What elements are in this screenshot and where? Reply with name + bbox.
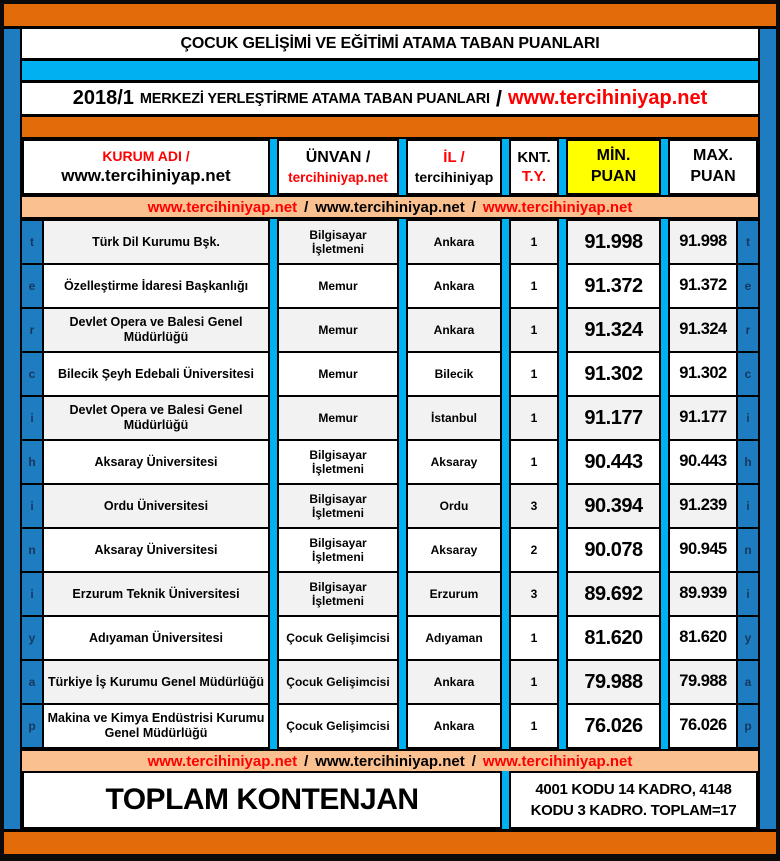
side-letter-left: y (22, 615, 42, 661)
cell-max-puan: 91.372 (668, 263, 738, 309)
side-letter-right: n (738, 527, 758, 573)
column-divider (399, 483, 406, 529)
cyan-divider-band (22, 61, 758, 83)
column-divider (559, 395, 566, 441)
side-letter-left: h (22, 439, 42, 485)
column-divider (399, 527, 406, 573)
column-divider (270, 527, 277, 573)
cell-knt: 1 (509, 307, 559, 353)
column-divider (270, 219, 277, 265)
cell-il: Ankara (406, 659, 502, 705)
table-row (22, 395, 758, 441)
cell-il: Bilecik (406, 351, 502, 397)
cell-unvan: Memur (277, 351, 399, 397)
cell-min-puan: 91.372 (566, 263, 661, 309)
column-divider (661, 351, 668, 397)
column-divider (399, 615, 406, 661)
column-divider (502, 263, 509, 309)
column-divider (661, 615, 668, 661)
cell-knt: 2 (509, 527, 559, 573)
total-detail-line1: 4001 KODU 14 KADRO, 4148 (535, 781, 732, 798)
page-title (22, 29, 758, 61)
cell-min-puan: 91.302 (566, 351, 661, 397)
cell-min-puan: 81.620 (566, 615, 661, 661)
header-kurum-line1: KURUM ADI / (102, 147, 190, 164)
side-letter-left: p (22, 703, 42, 749)
cell-kurum-adi: Makina ve Kimya Endüstrisi Kurumu Genel Müdürlüğü (42, 703, 270, 749)
column-divider (559, 307, 566, 353)
side-letter-left: e (22, 263, 42, 309)
cell-unvan: Bilgisayar İşletmeni (277, 571, 399, 617)
table-row (22, 615, 758, 661)
header-max-line2: PUAN (690, 168, 736, 185)
side-letter-left: t (22, 219, 42, 265)
top-orange-band (4, 4, 776, 29)
watermark-separator: / (304, 198, 309, 216)
header-kurum-adi (22, 139, 270, 195)
cell-kurum-adi: Bilecik Şeyh Edebali Üniversitesi (42, 351, 270, 397)
column-divider (661, 703, 668, 749)
side-letter-right: e (738, 263, 758, 309)
cell-kurum-adi: Erzurum Teknik Üniversitesi (42, 571, 270, 617)
column-divider (661, 439, 668, 485)
header-il-line2: tercihiniyap (414, 168, 494, 185)
column-divider (399, 571, 406, 617)
column-divider (270, 351, 277, 397)
table-row (22, 527, 758, 573)
total-kontenjan-detail (509, 771, 758, 829)
watermark-separator: / (471, 198, 476, 216)
cell-max-puan: 91.239 (668, 483, 738, 529)
header-knt-line1: KNT. (517, 148, 551, 166)
column-divider (661, 527, 668, 573)
cell-min-puan: 90.078 (566, 527, 661, 573)
subtitle-text: MERKEZİ YERLEŞTİRME ATAMA TABAN PUANLARI (139, 90, 490, 107)
left-blue-rail (4, 29, 20, 829)
bottom-orange-band (4, 829, 776, 854)
column-divider (270, 439, 277, 485)
column-divider (270, 307, 277, 353)
cell-il: Adıyaman (406, 615, 502, 661)
cell-unvan: Çocuk Gelişimcisi (277, 659, 399, 705)
totals-row (22, 771, 758, 829)
column-divider (502, 571, 509, 617)
cell-unvan: Çocuk Gelişimcisi (277, 703, 399, 749)
cell-unvan: Memur (277, 263, 399, 309)
watermark-row-top (22, 195, 758, 219)
cell-kurum-adi: Türk Dil Kurumu Bşk. (42, 219, 270, 265)
column-divider (661, 571, 668, 617)
cell-min-puan: 90.394 (566, 483, 661, 529)
watermark-separator: / (304, 752, 309, 770)
cell-knt: 1 (509, 439, 559, 485)
side-letter-right: i (738, 571, 758, 617)
table-row (22, 307, 758, 353)
watermark-url-black: www.tercihiniyap.net (315, 752, 465, 770)
column-divider (559, 439, 566, 485)
subtitle-year: 2018/1 (72, 87, 134, 109)
column-divider (559, 139, 566, 195)
column-divider (270, 395, 277, 441)
column-divider (502, 703, 509, 749)
cell-unvan: Çocuk Gelişimcisi (277, 615, 399, 661)
cell-kurum-adi: Özelleştirme İdaresi Başkanlığı (42, 263, 270, 309)
header-unvan (277, 139, 399, 195)
column-divider (661, 263, 668, 309)
cell-kurum-adi: Devlet Opera ve Balesi Genel Müdürlüğü (42, 395, 270, 441)
column-divider (502, 351, 509, 397)
header-il-line1: İL / (443, 149, 465, 167)
column-divider (661, 307, 668, 353)
orange-divider-band (22, 117, 758, 139)
cell-max-puan: 91.302 (668, 351, 738, 397)
table-row (22, 483, 758, 529)
column-divider (399, 307, 406, 353)
cell-il: Erzurum (406, 571, 502, 617)
column-divider (399, 659, 406, 705)
cell-min-puan: 91.998 (566, 219, 661, 265)
side-letter-right: t (738, 219, 758, 265)
cell-knt: 3 (509, 571, 559, 617)
column-divider (502, 307, 509, 353)
column-divider (399, 395, 406, 441)
side-letter-right: p (738, 703, 758, 749)
column-divider (502, 439, 509, 485)
cell-knt: 1 (509, 615, 559, 661)
cell-max-puan: 91.324 (668, 307, 738, 353)
cell-min-puan: 91.177 (566, 395, 661, 441)
cell-min-puan: 89.692 (566, 571, 661, 617)
side-letter-right: y (738, 615, 758, 661)
side-letter-right: c (738, 351, 758, 397)
table-body (4, 29, 776, 829)
cell-kurum-adi: Ordu Üniversitesi (42, 483, 270, 529)
column-divider (502, 527, 509, 573)
table-row (22, 263, 758, 309)
header-knt-line2: T.Y. (521, 168, 547, 185)
side-letter-left: c (22, 351, 42, 397)
column-divider (559, 527, 566, 573)
cell-min-puan: 91.324 (566, 307, 661, 353)
column-divider (661, 395, 668, 441)
column-divider (399, 219, 406, 265)
column-divider (399, 139, 406, 195)
right-blue-rail (760, 29, 776, 829)
cell-unvan: Bilgisayar İşletmeni (277, 483, 399, 529)
column-divider (270, 615, 277, 661)
watermark-url-red: www.tercihiniyap.net (147, 752, 298, 770)
cell-knt: 1 (509, 395, 559, 441)
column-divider (502, 219, 509, 265)
watermark-url-red: www.tercihiniyap.net (482, 752, 633, 770)
column-divider (270, 703, 277, 749)
column-divider (399, 703, 406, 749)
watermark-url-black: www.tercihiniyap.net (315, 198, 465, 216)
cell-knt: 3 (509, 483, 559, 529)
subtitle-separator: / (495, 85, 502, 111)
cell-min-puan: 79.988 (566, 659, 661, 705)
column-divider (661, 219, 668, 265)
cell-kurum-adi: Aksaray Üniversitesi (42, 439, 270, 485)
cell-kurum-adi: Aksaray Üniversitesi (42, 527, 270, 573)
column-divider (661, 659, 668, 705)
cell-knt: 1 (509, 659, 559, 705)
column-divider (270, 659, 277, 705)
table-row (22, 439, 758, 485)
header-unvan-line2: tercihiniyap.net (288, 169, 388, 185)
column-divider (399, 351, 406, 397)
side-letter-right: i (738, 395, 758, 441)
cell-knt: 1 (509, 351, 559, 397)
cell-knt: 1 (509, 703, 559, 749)
header-il (406, 139, 502, 195)
column-divider (661, 139, 668, 195)
column-divider (502, 771, 509, 829)
cell-max-puan: 81.620 (668, 615, 738, 661)
cell-max-puan: 91.998 (668, 219, 738, 265)
header-max-puan (668, 139, 758, 195)
cell-max-puan: 90.443 (668, 439, 738, 485)
cell-unvan: Bilgisayar İşletmeni (277, 527, 399, 573)
cell-knt: 1 (509, 219, 559, 265)
header-max-line1: MAX. (693, 147, 733, 165)
side-letter-left: n (22, 527, 42, 573)
column-divider (399, 439, 406, 485)
column-divider (502, 615, 509, 661)
watermark-url-red: www.tercihiniyap.net (147, 198, 298, 216)
cell-unvan: Memur (277, 395, 399, 441)
column-divider (559, 263, 566, 309)
column-divider (502, 483, 509, 529)
cell-knt: 1 (509, 263, 559, 309)
side-letter-right: h (738, 439, 758, 485)
watermark-url-red: www.tercihiniyap.net (482, 198, 633, 216)
table-row (22, 659, 758, 705)
column-divider (502, 395, 509, 441)
cell-unvan: Memur (277, 307, 399, 353)
side-letter-left: i (22, 483, 42, 529)
cell-max-puan: 91.177 (668, 395, 738, 441)
cell-kurum-adi: Adıyaman Üniversitesi (42, 615, 270, 661)
column-divider (559, 571, 566, 617)
header-knt (509, 139, 559, 195)
cell-max-puan: 76.026 (668, 703, 738, 749)
watermark-separator: / (471, 752, 476, 770)
cell-max-puan: 90.945 (668, 527, 738, 573)
column-divider (270, 139, 277, 195)
column-divider (559, 615, 566, 661)
column-divider (502, 139, 509, 195)
side-letter-left: r (22, 307, 42, 353)
cell-unvan: Bilgisayar İşletmeni (277, 439, 399, 485)
table-row (22, 351, 758, 397)
header-kurum-line2: www.tercihiniyap.net (61, 166, 231, 186)
cell-max-puan: 79.988 (668, 659, 738, 705)
side-letter-right: r (738, 307, 758, 353)
table-rows (22, 219, 758, 749)
cell-kurum-adi: Türkiye İş Kurumu Genel Müdürlüğü (42, 659, 270, 705)
column-divider (559, 351, 566, 397)
cell-il: Aksaray (406, 527, 502, 573)
column-divider (559, 483, 566, 529)
cell-il: Aksaray (406, 439, 502, 485)
column-divider (502, 659, 509, 705)
column-divider (559, 659, 566, 705)
column-divider (399, 263, 406, 309)
side-letter-left: i (22, 571, 42, 617)
cell-il: İstanbul (406, 395, 502, 441)
page-title-text: ÇOCUK GELİŞİMİ VE EĞİTİMİ ATAMA TABAN PUANLARI (180, 34, 600, 52)
side-letter-left: i (22, 395, 42, 441)
subtitle-website-link: www.tercihiniyap.net (507, 87, 708, 109)
cell-min-puan: 76.026 (566, 703, 661, 749)
header-unvan-line1: ÜNVAN / (305, 148, 371, 166)
side-letter-right: a (738, 659, 758, 705)
table-center (20, 29, 760, 829)
column-divider (559, 219, 566, 265)
cell-il: Ankara (406, 263, 502, 309)
cell-unvan: Bilgisayar İşletmeni (277, 219, 399, 265)
column-divider (661, 483, 668, 529)
total-detail-line2: KODU 3 KADRO. TOPLAM=17 (530, 802, 737, 819)
cell-il: Ankara (406, 219, 502, 265)
side-letter-left: a (22, 659, 42, 705)
header-min-line2: PUAN (590, 168, 637, 185)
table-row (22, 219, 758, 265)
side-letter-right: i (738, 483, 758, 529)
cell-kurum-adi: Devlet Opera ve Balesi Genel Müdürlüğü (42, 307, 270, 353)
table-row (22, 571, 758, 617)
column-divider (270, 263, 277, 309)
cell-il: Ankara (406, 307, 502, 353)
cell-il: Ankara (406, 703, 502, 749)
cell-min-puan: 90.443 (566, 439, 661, 485)
column-divider (270, 483, 277, 529)
table-header-row (22, 139, 758, 195)
watermark-row-bottom (22, 749, 758, 773)
column-divider (559, 703, 566, 749)
header-min-line1: MİN. (596, 147, 631, 165)
cell-il: Ordu (406, 483, 502, 529)
cell-max-puan: 89.939 (668, 571, 738, 617)
header-min-puan (566, 139, 661, 195)
subtitle-bar (22, 83, 758, 117)
total-kontenjan-label: TOPLAM KONTENJAN (22, 771, 502, 829)
column-divider (270, 571, 277, 617)
table-row (22, 703, 758, 749)
